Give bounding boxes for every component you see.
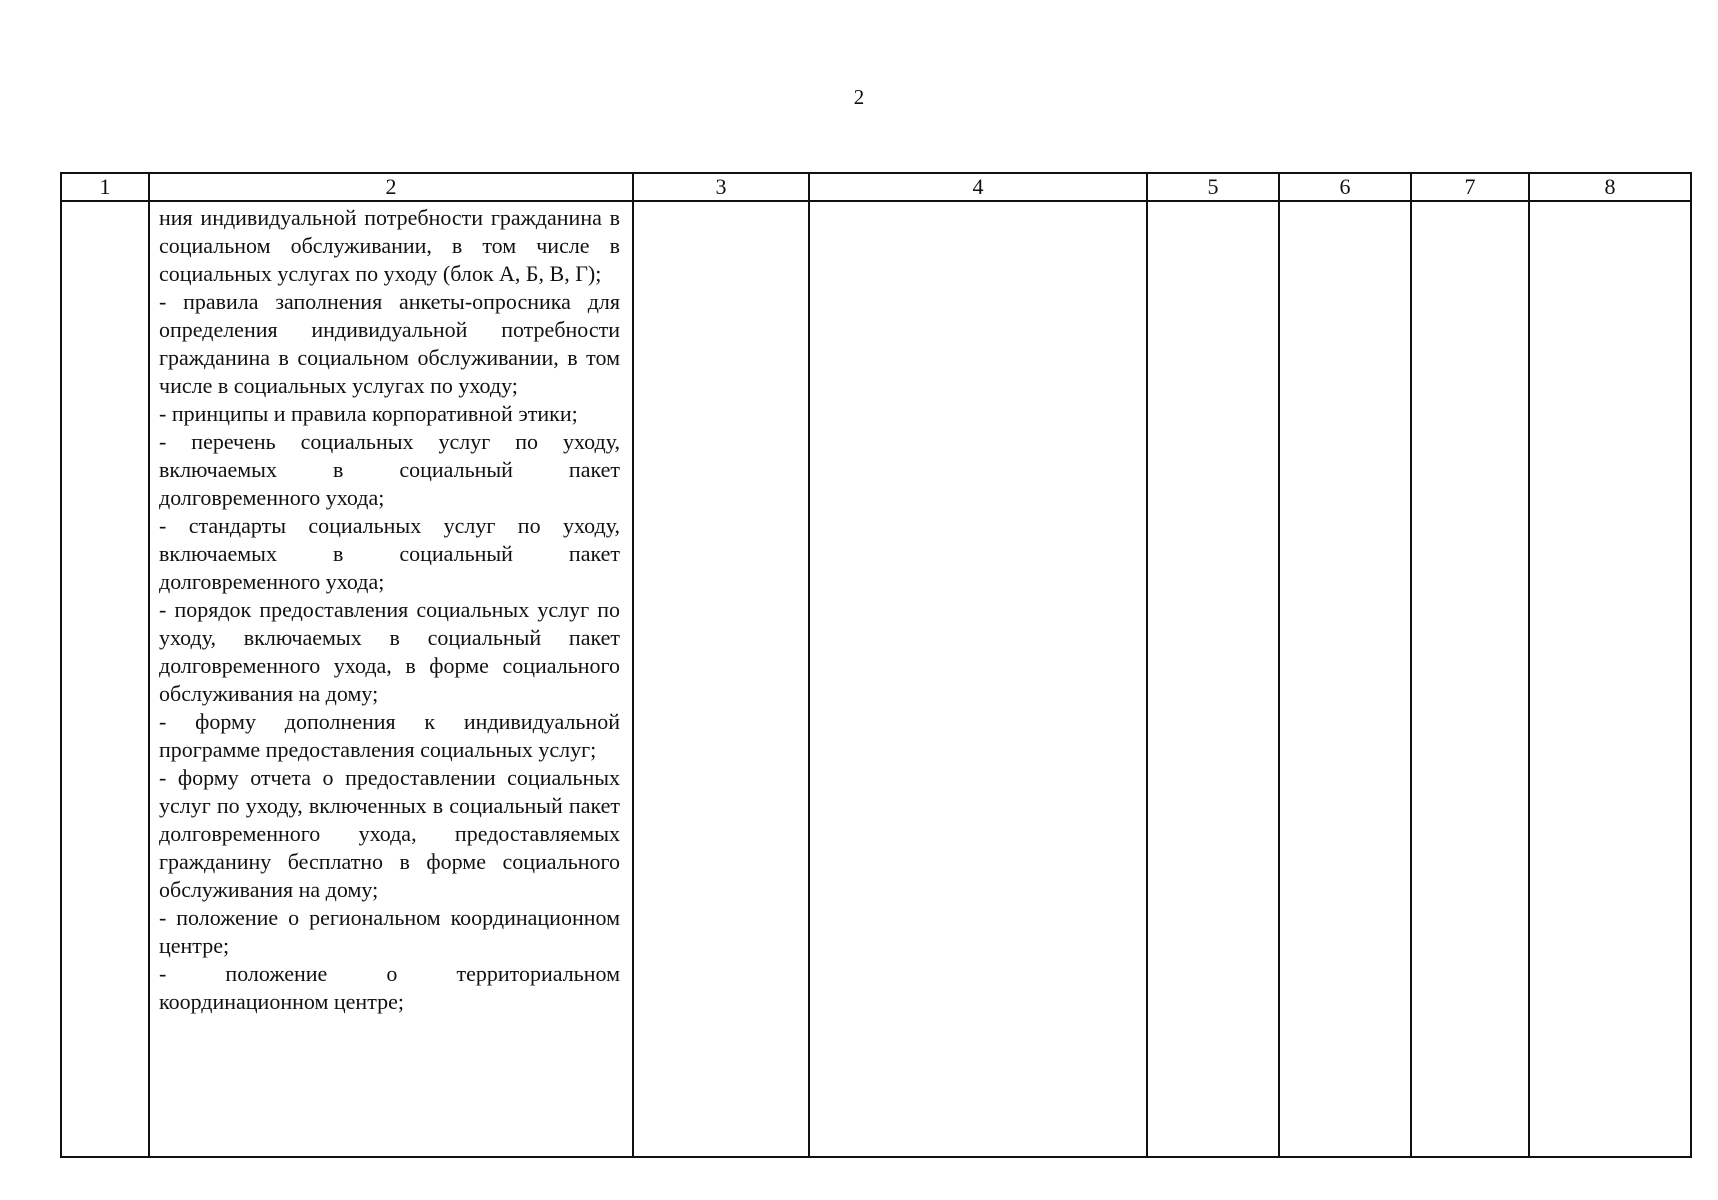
column-header-8: 8 — [1529, 173, 1691, 201]
column-header-3: 3 — [633, 173, 809, 201]
text-paragraph: - стандарты социальных услуг по уходу, включаемых в социальный пакет долговременного ухода; — [159, 513, 620, 594]
table-row — [61, 201, 1691, 1157]
document-table — [60, 172, 1692, 1158]
text-paragraph: - форму отчета о предоставлении социальных услуг по уходу, включенных в социальный пакет долговременного ухода, предоставляемых гражданину бесплатно в форме социального обслуживания на дому; — [159, 765, 620, 902]
page-number: 2 — [853, 85, 865, 109]
table-cell-col4 — [809, 201, 1147, 1157]
text-paragraph: - форму дополнения к индивидуальной программе предоставления социальных услуг; — [159, 709, 620, 762]
text-paragraph: - порядок предоставления социальных услуг по уходу, включаемых в социальный пакет долговременного ухода, в форме социального обслуживания на дому; — [159, 597, 620, 706]
column-header-1: 1 — [61, 173, 149, 201]
table-cell-col6 — [1279, 201, 1411, 1157]
table-cell-col8 — [1529, 201, 1691, 1157]
text-paragraph: - положение о региональном координационном центре; — [159, 905, 620, 958]
cell-text-block — [159, 204, 620, 1016]
table-cell-col7 — [1411, 201, 1529, 1157]
table-cell-col2 — [149, 201, 633, 1157]
text-paragraph: - положение о территориальном координационном центре; — [159, 961, 620, 1014]
table-cell-col1 — [61, 201, 149, 1157]
column-header-6: 6 — [1279, 173, 1411, 201]
table-cell-col5 — [1147, 201, 1279, 1157]
column-header-4: 4 — [809, 173, 1147, 201]
text-paragraph: - правила заполнения анкеты-опросника для определения индивидуальной потребности гражданина в социальном обслуживании, в том числе в социальных услугах по уходу; — [159, 289, 620, 398]
table-header-row — [61, 173, 1691, 201]
column-header-2: 2 — [149, 173, 633, 201]
text-paragraph: ния индивидуальной потребности гражданина в социальном обслуживании, в том числе в социальных услугах по уходу (блок А, Б, В, Г); — [159, 205, 620, 286]
text-paragraph: - перечень социальных услуг по уходу, включаемых в социальный пакет долговременного ухода; — [159, 429, 620, 510]
column-header-7: 7 — [1411, 173, 1529, 201]
text-paragraph: - принципы и правила корпоративной этики; — [159, 401, 578, 426]
table-cell-col3 — [633, 201, 809, 1157]
column-header-5: 5 — [1147, 173, 1279, 201]
